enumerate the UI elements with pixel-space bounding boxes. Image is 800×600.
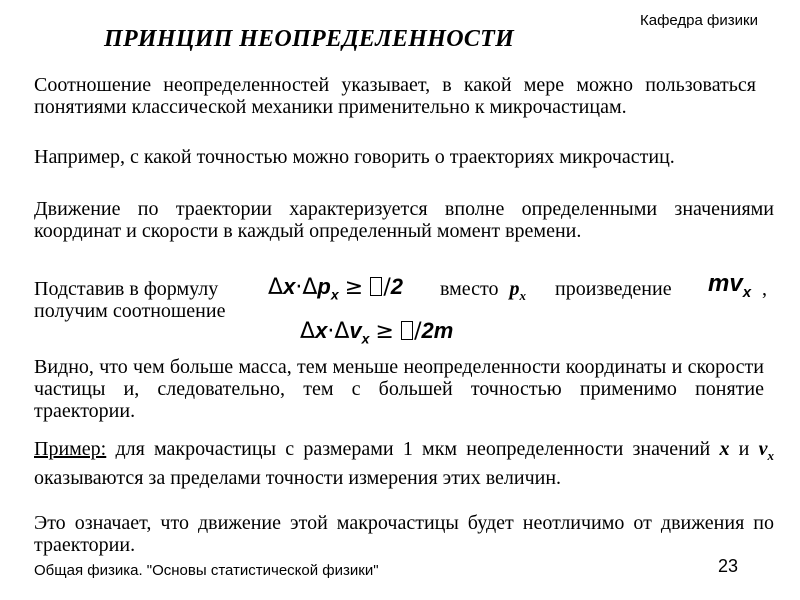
instead-of-group — [440, 278, 526, 304]
footer-course-title: Общая физика. "Основы статистической физики" — [34, 562, 379, 579]
missing-glyph-box — [370, 277, 382, 296]
v-subscript: x — [767, 448, 774, 463]
mv-subscript: x — [742, 283, 752, 301]
formula-p-sub: x — [330, 286, 339, 303]
formula-denominator: 2 — [390, 274, 403, 299]
paragraph-3: Движение по траектории характеризуется вполне определенными значениями координат и скорости в каждый определенный момент времени. — [34, 198, 774, 242]
formula-p: p — [317, 274, 331, 299]
delta-symbol: Δ — [334, 319, 350, 344]
paragraph-6 — [34, 438, 774, 489]
geq-symbol: ≥ — [344, 275, 364, 300]
mv-symbol: mv — [708, 270, 743, 297]
missing-glyph-box — [401, 321, 413, 340]
paragraph-5: Видно, что чем больше масса, тем меньше неопределенности координаты и скорости частицы и, следовательно, тем с большей точностью применимо понятие траектории. — [34, 356, 764, 422]
formula-v-sub: x — [361, 330, 370, 347]
delta-symbol: Δ — [300, 319, 316, 344]
delta-symbol: Δ — [302, 275, 318, 300]
substitute-text: Подставив в формулу — [34, 278, 219, 300]
mv-product — [708, 270, 751, 301]
paragraph-1: Соотношение неопределенностей указывает, в какой мере можно пользоваться понятиями классической механики применительно к микрочастицам. — [34, 74, 756, 118]
dot-operator: · — [295, 275, 303, 300]
geq-symbol: ≥ — [375, 319, 394, 344]
page-title: ПРИНЦИП НЕОПРЕДЕЛЕННОСТИ — [104, 26, 515, 52]
formula-v: v — [349, 318, 362, 343]
and-text: и — [729, 438, 759, 460]
paragraph-4-line-2: получим соотношение — [34, 300, 226, 322]
paragraph-7: Это означает, что движение этой макрочастицы будет неотличимо от движения по траектории. — [34, 512, 774, 556]
instead-of-text: вместо — [440, 278, 499, 300]
p-subscript: x — [519, 288, 526, 303]
x-variable: x — [719, 438, 730, 460]
comma: , — [762, 278, 767, 300]
example-text-1: для макрочастицы с размерами 1 мкм неопределенности значений — [106, 438, 720, 460]
slash-symbol: / — [414, 319, 422, 344]
uncertainty-formula-momentum — [268, 274, 403, 302]
formula-denominator: 2m — [421, 318, 454, 343]
page-number: 23 — [718, 556, 739, 576]
product-text: произведение — [555, 278, 672, 300]
example-label: Пример: — [34, 438, 107, 460]
example-text-2: оказываются за пределами точности измерения этих величин. — [34, 467, 562, 489]
delta-symbol: Δ — [268, 275, 284, 300]
formula-x: x — [315, 318, 328, 343]
p-variable: p — [509, 278, 520, 300]
formula-x: x — [283, 274, 296, 299]
uncertainty-formula-velocity — [300, 318, 453, 346]
paragraph-4-line-1 — [34, 278, 218, 301]
dot-operator: · — [327, 319, 335, 344]
paragraph-2: Например, с какой точностью можно говорить о траекториях микрочастиц. — [34, 146, 675, 168]
v-variable: v — [758, 438, 768, 460]
department-label: Кафедра физики — [640, 12, 758, 29]
slash-symbol: / — [383, 275, 391, 300]
